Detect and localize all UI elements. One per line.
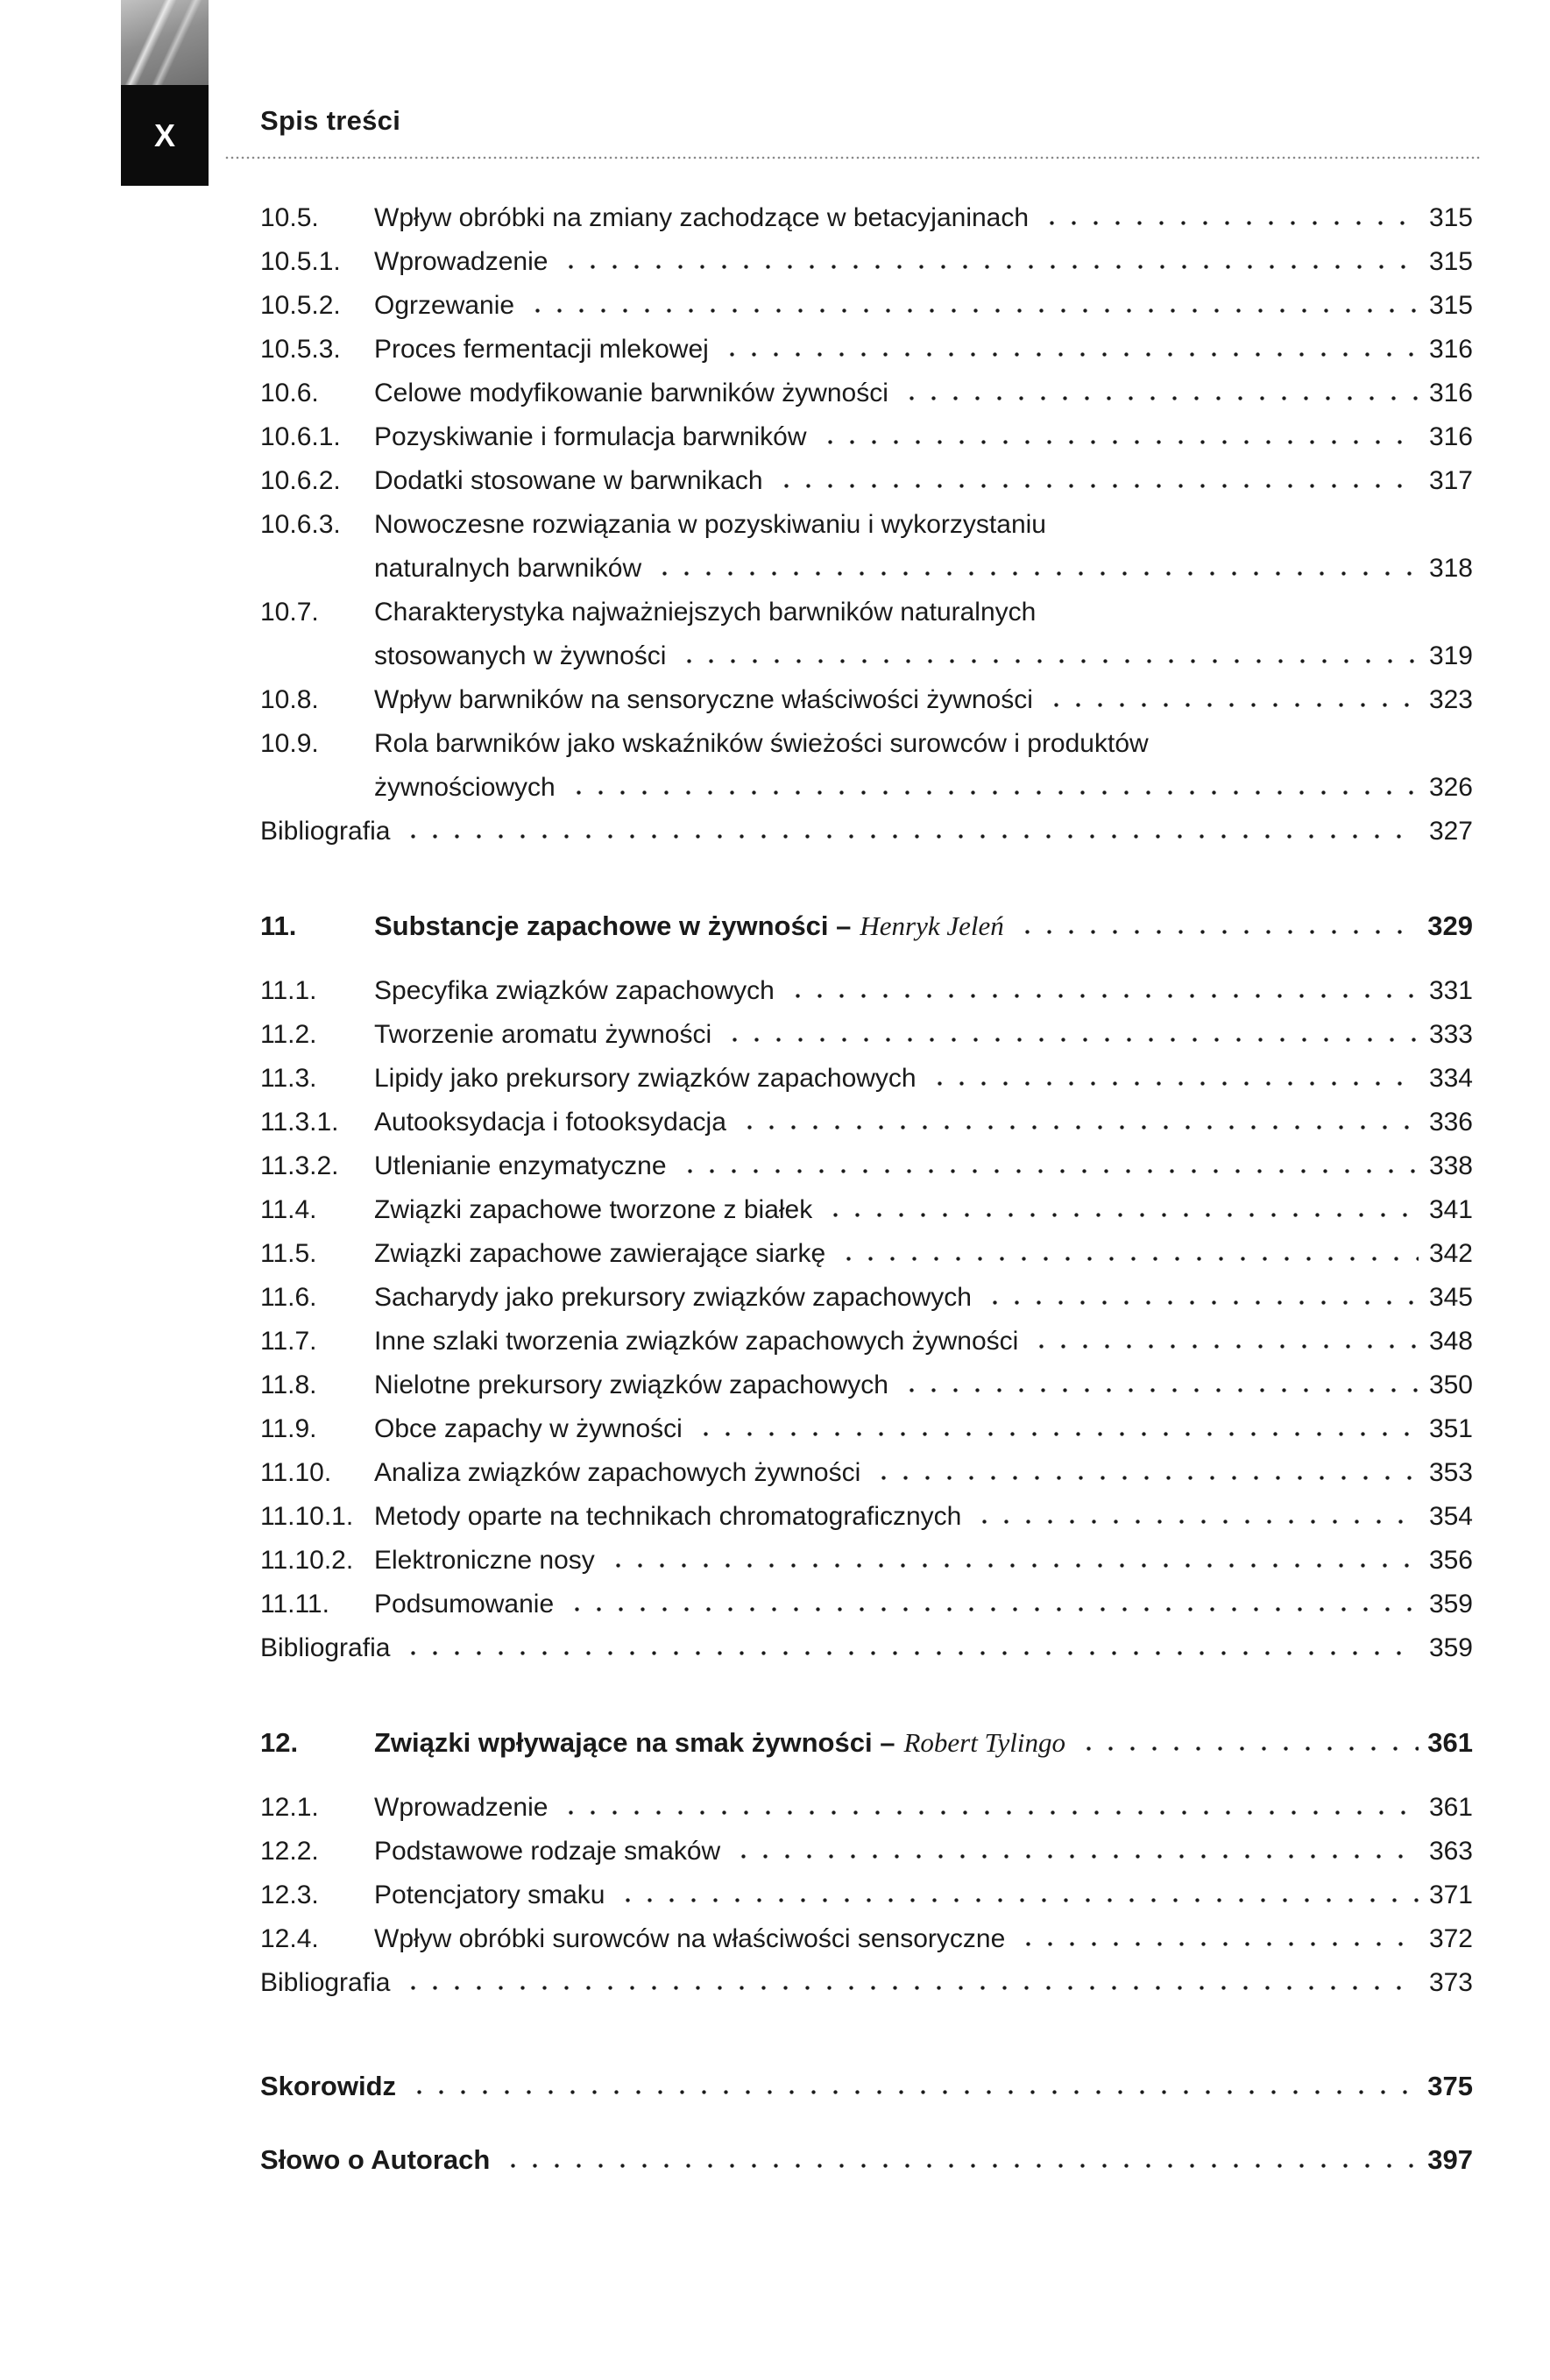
toc-page-number: 333 bbox=[1428, 1020, 1473, 1049]
toc-row bbox=[260, 1626, 1473, 1670]
dot-leader bbox=[408, 2069, 1419, 2095]
toc-title: Bibliografia bbox=[260, 1633, 391, 1662]
toc-row bbox=[260, 1786, 1473, 1830]
toc-number: 10.6.3. bbox=[260, 510, 341, 539]
toc-row bbox=[260, 1320, 1473, 1364]
toc-page-number: 336 bbox=[1428, 1108, 1473, 1137]
toc-page-number: 354 bbox=[1428, 1502, 1473, 1531]
toc-title: Potencjatory smaku bbox=[374, 1881, 605, 1909]
toc-page-number: 323 bbox=[1428, 685, 1473, 714]
toc-page-number: 341 bbox=[1428, 1195, 1473, 1224]
dot-leader bbox=[825, 1192, 1419, 1218]
toc-title: Dodatki stosowane w barwnikach bbox=[374, 466, 763, 495]
toc-number: 12.1. bbox=[260, 1793, 319, 1822]
toc-row bbox=[260, 1364, 1473, 1407]
toc-page-number: 361 bbox=[1427, 1727, 1473, 1758]
dot-leader bbox=[560, 1789, 1419, 1816]
dot-leader bbox=[402, 813, 1419, 839]
toc-row bbox=[260, 547, 1473, 591]
dot-leader bbox=[984, 1279, 1419, 1306]
toc-row bbox=[260, 1144, 1473, 1188]
dot-leader bbox=[568, 769, 1419, 796]
toc-page-number: 345 bbox=[1428, 1283, 1473, 1312]
dot-leader bbox=[678, 638, 1419, 664]
dot-leader bbox=[1017, 1921, 1419, 1947]
toc-number: 11.5. bbox=[260, 1239, 317, 1268]
toc-number: 12.3. bbox=[260, 1881, 319, 1909]
toc-title: Wprowadzenie bbox=[374, 1793, 549, 1822]
toc-number: 11.6. bbox=[260, 1283, 317, 1312]
dot-leader bbox=[901, 1367, 1419, 1393]
toc-title: Pozyskiwanie i formulacja barwników bbox=[374, 422, 807, 451]
toc-row bbox=[260, 810, 1473, 854]
toc-number: 11.10.1. bbox=[260, 1502, 354, 1531]
toc-page-number: 361 bbox=[1428, 1793, 1473, 1822]
toc-title: Bibliografia bbox=[260, 817, 391, 846]
toc-title: Wpływ obróbki surowców na właściwości sensoryczne bbox=[374, 1924, 1006, 1953]
toc-author: Robert Tylingo bbox=[903, 1727, 1065, 1758]
toc-row bbox=[260, 284, 1473, 328]
toc-page-number: 329 bbox=[1427, 910, 1473, 941]
toc-page-number: 327 bbox=[1428, 817, 1473, 846]
toc-number: 10.6.2. bbox=[260, 466, 341, 495]
toc-title: naturalnych barwników bbox=[374, 554, 642, 583]
toc-row bbox=[260, 2138, 1473, 2182]
toc-number: 10.7. bbox=[260, 598, 319, 627]
toc-row bbox=[260, 2065, 1473, 2108]
toc-title: Specyfika związków zapachowych bbox=[374, 976, 775, 1005]
toc-number: 12.4. bbox=[260, 1924, 319, 1953]
toc-row bbox=[260, 1495, 1473, 1539]
dot-leader bbox=[679, 1148, 1419, 1174]
dot-leader bbox=[739, 1104, 1419, 1130]
toc-page-number: 375 bbox=[1427, 2071, 1473, 2101]
toc-row bbox=[260, 1013, 1473, 1057]
dot-leader bbox=[502, 2143, 1419, 2169]
toc-title: Ogrzewanie bbox=[374, 291, 515, 320]
toc-number: 11.3. bbox=[260, 1064, 317, 1093]
table-of-contents bbox=[260, 196, 1473, 2182]
toc-title: Wpływ barwników na sensoryczne właściwości żywności bbox=[374, 685, 1033, 714]
dot-leader bbox=[607, 1542, 1419, 1569]
toc-number: 10.6.1. bbox=[260, 422, 341, 451]
toc-number: 10.5.1. bbox=[260, 247, 341, 276]
toc-title: Analiza związków zapachowych żywności bbox=[374, 1458, 861, 1487]
dot-leader bbox=[929, 1060, 1419, 1087]
toc-title: Związki zapachowe tworzone z białek bbox=[374, 1195, 813, 1224]
toc-title: Sacharydy jako prekursory związków zapachowych bbox=[374, 1283, 972, 1312]
toc-title: Tworzenie aromatu żywności bbox=[374, 1020, 712, 1049]
toc-row bbox=[260, 1917, 1473, 1961]
toc-page-number: 359 bbox=[1428, 1590, 1473, 1619]
dot-leader bbox=[819, 419, 1419, 445]
dot-leader bbox=[1016, 909, 1419, 935]
dot-leader bbox=[560, 244, 1419, 270]
toc-number: 11.10. bbox=[260, 1458, 332, 1487]
page-corner-label: X bbox=[153, 117, 175, 153]
dot-leader bbox=[873, 1455, 1419, 1481]
toc-number: 10.5.2. bbox=[260, 291, 341, 320]
toc-number: 10.8. bbox=[260, 685, 319, 714]
dot-leader bbox=[1045, 682, 1419, 708]
page-title: Spis treści bbox=[260, 105, 401, 136]
toc-number: 11.11. bbox=[260, 1590, 329, 1619]
toc-title: Bibliografia bbox=[260, 1968, 391, 1997]
toc-number: 12.2. bbox=[260, 1837, 319, 1866]
toc-page-number: 331 bbox=[1428, 976, 1473, 1005]
toc-title: Celowe modyfikowanie barwników żywności bbox=[374, 379, 888, 407]
dot-leader bbox=[654, 550, 1419, 577]
toc-page-number: 342 bbox=[1428, 1239, 1473, 1268]
toc-number: 11.9. bbox=[260, 1414, 317, 1443]
toc-number: 11. bbox=[260, 910, 297, 941]
toc-row bbox=[260, 196, 1473, 240]
toc-title: Rola barwników jako wskaźników świeżości surowców i produktów bbox=[374, 729, 1149, 758]
toc-page-number: 316 bbox=[1428, 422, 1473, 451]
toc-page-number: 315 bbox=[1428, 291, 1473, 320]
toc-number: 11.4. bbox=[260, 1195, 317, 1224]
toc-number: 10.5.3. bbox=[260, 335, 341, 364]
toc-row bbox=[260, 415, 1473, 459]
toc-row bbox=[260, 678, 1473, 722]
toc-title: żywnościowych bbox=[374, 773, 556, 802]
dot-leader bbox=[1041, 200, 1419, 226]
dot-leader bbox=[566, 1586, 1419, 1612]
dot-leader bbox=[527, 287, 1419, 314]
toc-row bbox=[260, 372, 1473, 415]
toc-page-number: 397 bbox=[1427, 2144, 1473, 2175]
toc-row bbox=[260, 459, 1473, 503]
toc-number: 11.3.1. bbox=[260, 1108, 339, 1137]
dot-leader bbox=[402, 1630, 1419, 1656]
toc-page-number: 371 bbox=[1428, 1881, 1473, 1909]
toc-row bbox=[260, 1101, 1473, 1144]
toc-page-number: 350 bbox=[1428, 1371, 1473, 1399]
toc-title: Charakterystyka najważniejszych barwników naturalnych bbox=[374, 598, 1037, 627]
toc-page-number: 373 bbox=[1428, 1968, 1473, 1997]
toc-row bbox=[260, 1874, 1473, 1917]
toc-row bbox=[260, 1232, 1473, 1276]
dot-leader bbox=[733, 1833, 1419, 1859]
toc-page-number: 317 bbox=[1428, 466, 1473, 495]
toc-row bbox=[260, 1407, 1473, 1451]
toc-number: 10.6. bbox=[260, 379, 319, 407]
toc-title: Substancje zapachowe w żywności – bbox=[374, 910, 852, 941]
toc-title: Autooksydacja i fotooksydacja bbox=[374, 1108, 726, 1137]
toc-row bbox=[260, 904, 1473, 948]
toc-number: 11.7. bbox=[260, 1327, 317, 1356]
toc-page-number: 319 bbox=[1428, 641, 1473, 670]
toc-title: Utlenianie enzymatyczne bbox=[374, 1151, 667, 1180]
toc-title: stosowanych w żywności bbox=[374, 641, 667, 670]
toc-title: Obce zapachy w żywności bbox=[374, 1414, 683, 1443]
dot-leader bbox=[838, 1236, 1419, 1262]
toc-page-number: 351 bbox=[1428, 1414, 1473, 1443]
toc-row bbox=[260, 766, 1473, 810]
toc-page-number: 315 bbox=[1428, 247, 1473, 276]
toc-page-number: 316 bbox=[1428, 379, 1473, 407]
toc-row bbox=[260, 1188, 1473, 1232]
toc-page-number: 318 bbox=[1428, 554, 1473, 583]
toc-title: Wpływ obróbki na zmiany zachodzące w betacyjaninach bbox=[374, 203, 1030, 232]
toc-number: 11.8. bbox=[260, 1371, 317, 1399]
toc-number: 11.1. bbox=[260, 976, 317, 1005]
page-corner-box bbox=[121, 85, 209, 186]
toc-page-number: 372 bbox=[1428, 1924, 1473, 1953]
toc-row bbox=[260, 1539, 1473, 1583]
toc-title: Skorowidz bbox=[260, 2071, 397, 2101]
toc-row bbox=[260, 1057, 1473, 1101]
toc-row bbox=[260, 1451, 1473, 1495]
toc-row bbox=[260, 328, 1473, 372]
toc-row bbox=[260, 1583, 1473, 1626]
toc-title: Elektroniczne nosy bbox=[374, 1546, 595, 1575]
dot-leader bbox=[402, 1965, 1419, 1991]
toc-row bbox=[260, 1276, 1473, 1320]
dot-leader bbox=[695, 1411, 1419, 1437]
toc-page-number: 316 bbox=[1428, 335, 1473, 364]
dot-leader bbox=[1030, 1323, 1419, 1349]
toc-number: 11.3.2. bbox=[260, 1151, 339, 1180]
header-rule bbox=[224, 156, 1480, 159]
toc-page-number: 334 bbox=[1428, 1064, 1473, 1093]
toc-page-number: 363 bbox=[1428, 1837, 1473, 1866]
toc-row bbox=[260, 240, 1473, 284]
toc-number: 11.10.2. bbox=[260, 1546, 354, 1575]
toc-row bbox=[260, 591, 1473, 634]
toc-page-number: 326 bbox=[1428, 773, 1473, 802]
toc-row bbox=[260, 503, 1473, 547]
toc-title: Nielotne prekursory związków zapachowych bbox=[374, 1371, 888, 1399]
toc-row bbox=[260, 1961, 1473, 2005]
toc-page-number: 353 bbox=[1428, 1458, 1473, 1487]
dot-leader bbox=[1078, 1725, 1419, 1752]
dot-leader bbox=[724, 1016, 1419, 1043]
toc-title: Proces fermentacji mlekowej bbox=[374, 335, 709, 364]
toc-row bbox=[260, 722, 1473, 766]
dot-leader bbox=[901, 375, 1419, 401]
toc-title: Lipidy jako prekursory związków zapachowych bbox=[374, 1064, 917, 1093]
toc-title: Związki wpływające na smak żywności – bbox=[374, 1727, 895, 1758]
toc-title: Metody oparte na technikach chromatograficznych bbox=[374, 1502, 962, 1531]
toc-title: Związki zapachowe zawierające siarkę bbox=[374, 1239, 826, 1268]
dot-leader bbox=[775, 463, 1419, 489]
chapter-tab bbox=[121, 0, 209, 186]
toc-title: Słowo o Autorach bbox=[260, 2144, 491, 2175]
toc-row bbox=[260, 634, 1473, 678]
toc-title: Podsumowanie bbox=[374, 1590, 555, 1619]
toc-number: 11.2. bbox=[260, 1020, 317, 1049]
dot-leader bbox=[787, 973, 1419, 999]
toc-title: Nowoczesne rozwiązania w pozyskiwaniu i wykorzystaniu bbox=[374, 510, 1046, 539]
toc-title: Podstawowe rodzaje smaków bbox=[374, 1837, 721, 1866]
toc-page-number: 359 bbox=[1428, 1633, 1473, 1662]
toc-author: Henryk Jeleń bbox=[860, 910, 1004, 941]
chapter-tab-image bbox=[121, 0, 209, 85]
toc-page-number: 338 bbox=[1428, 1151, 1473, 1180]
toc-page-number: 348 bbox=[1428, 1327, 1473, 1356]
toc-number: 10.5. bbox=[260, 203, 319, 232]
toc-page-number: 356 bbox=[1428, 1546, 1473, 1575]
toc-row bbox=[260, 969, 1473, 1013]
dot-leader bbox=[973, 1498, 1419, 1525]
dot-leader bbox=[721, 331, 1419, 358]
toc-title: Wprowadzenie bbox=[374, 247, 549, 276]
toc-row bbox=[260, 1830, 1473, 1874]
toc-number: 10.9. bbox=[260, 729, 319, 758]
toc-row bbox=[260, 1721, 1473, 1765]
toc-title: Inne szlaki tworzenia związków zapachowych żywności bbox=[374, 1327, 1019, 1356]
toc-number: 12. bbox=[260, 1727, 299, 1758]
toc-page-number: 315 bbox=[1428, 203, 1473, 232]
dot-leader bbox=[617, 1877, 1419, 1903]
